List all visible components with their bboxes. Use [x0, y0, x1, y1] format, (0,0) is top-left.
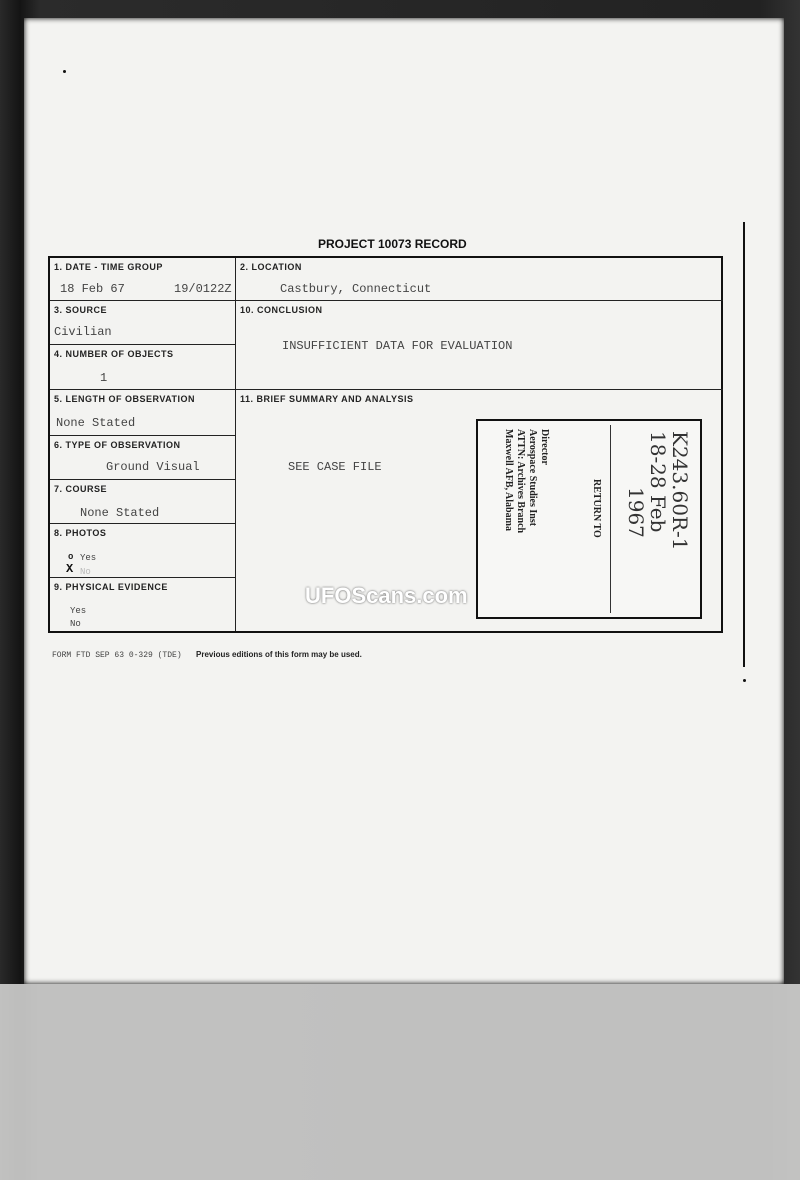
form-title: PROJECT 10073 RECORD [318, 237, 467, 251]
objects-value: 1 [100, 371, 108, 385]
ink-dot [743, 679, 746, 682]
evidence-label: 9. PHYSICAL EVIDENCE [54, 582, 168, 592]
photos-yes: Yes [80, 553, 97, 563]
conclusion-label: 10. CONCLUSION [240, 305, 323, 315]
evidence-yes: Yes [70, 606, 87, 616]
conclusion-value: INSUFFICIENT DATA FOR EVALUATION [282, 339, 513, 353]
page-edge-line [743, 222, 745, 667]
location-value: Castbury, Connecticut [280, 282, 432, 296]
date-value: 18 Feb 67 [60, 282, 125, 296]
conclusion-cell [236, 301, 723, 390]
photos-x-mark: X [66, 562, 74, 576]
lower-page-shadow [0, 984, 800, 1180]
record-form [48, 256, 723, 633]
stamp-address-line: Director [539, 429, 550, 465]
type-label: 6. TYPE OF OBSERVATION [54, 440, 181, 450]
stamp-heading: RETURN TO [591, 479, 602, 538]
length-label: 5. LENGTH OF OBSERVATION [54, 394, 196, 404]
summary-label: 11. BRIEF SUMMARY AND ANALYSIS [240, 394, 414, 404]
handwritten-line: 18-28 Feb [646, 431, 670, 533]
length-cell [50, 390, 236, 436]
objects-cell [50, 345, 236, 390]
location-label: 2. LOCATION [240, 262, 302, 272]
photos-mark-circle: o [68, 552, 74, 562]
source-label: 3. SOURCE [54, 305, 108, 315]
date-time-label: 1. DATE - TIME GROUP [54, 262, 163, 272]
location-cell [236, 258, 723, 301]
course-value: None Stated [80, 506, 160, 520]
footer-form-id: FORM FTD SEP 63 0-329 (TDE) [52, 651, 182, 660]
stamp-address-line: ATTN: Archives Branch [515, 429, 526, 534]
photos-label: 8. PHOTOS [54, 528, 107, 538]
summary-value: SEE CASE FILE [288, 460, 382, 474]
evidence-no: No [70, 619, 81, 629]
photos-cell [50, 524, 236, 578]
photos-no: No [80, 567, 91, 577]
watermark: UFOScans.com [305, 583, 468, 608]
source-cell [50, 301, 236, 345]
time-value: 19/0122Z [174, 282, 232, 296]
length-value: None Stated [56, 416, 136, 430]
footer-note: Previous editions of this form may be used. [196, 650, 362, 659]
evidence-cell [50, 578, 236, 631]
type-cell [50, 436, 236, 480]
source-value: Civilian [54, 325, 112, 339]
date-time-cell [50, 258, 236, 301]
handwritten-line: K243.60R-1 [668, 431, 692, 551]
course-label: 7. COURSE [54, 484, 108, 494]
stamp-address-line: Aerospace Studies Inst [527, 429, 538, 527]
handwritten-line: 1967 [624, 487, 648, 538]
objects-label: 4. NUMBER OF OBJECTS [54, 349, 174, 359]
form-footer [52, 650, 362, 660]
ink-dot [63, 70, 66, 73]
stamp-address-line: Maxwell AFB, Alabama [503, 429, 514, 531]
course-cell [50, 480, 236, 524]
type-value: Ground Visual [106, 460, 200, 474]
